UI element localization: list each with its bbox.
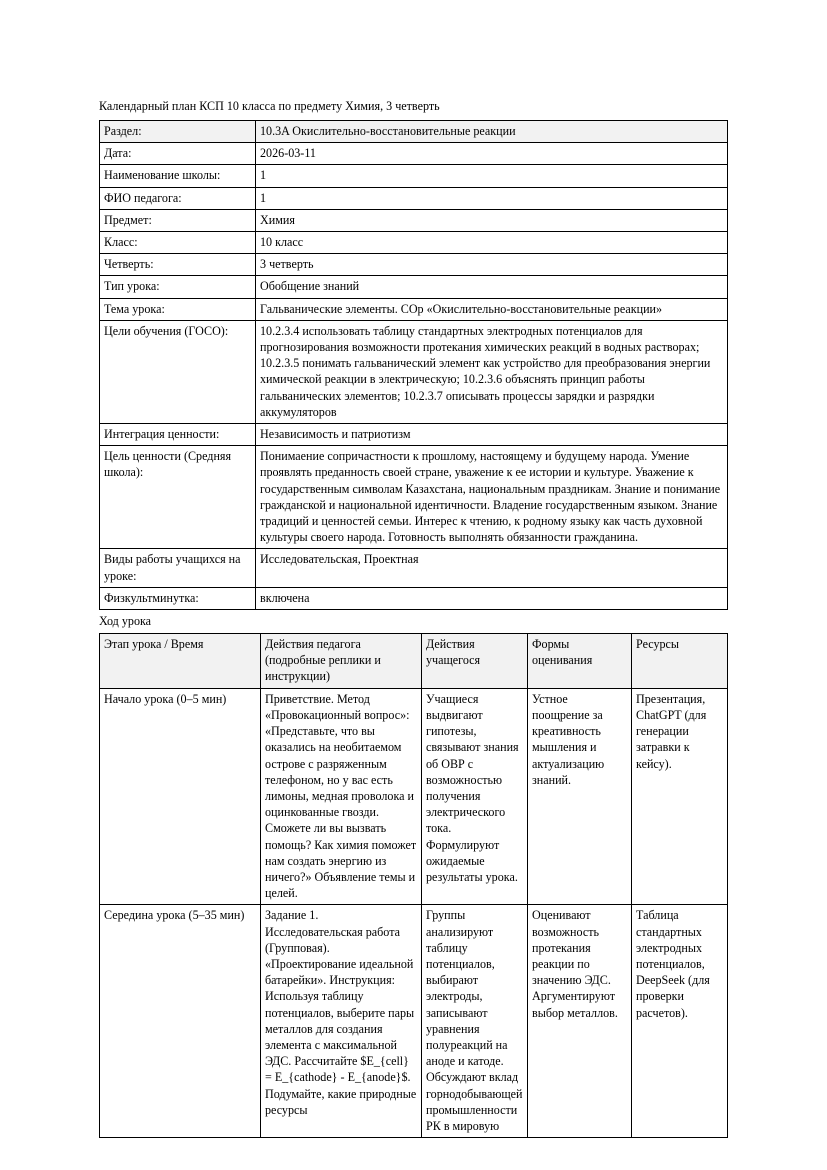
column-header-resources: Ресурсы [632,634,728,689]
lesson-info-table [99,120,728,610]
cell-stage: Начало урока (0–5 мин) [100,688,261,905]
info-label: Четверть: [100,254,256,276]
info-value: 10.2.3.4 использовать таблицу стандартных электродных потенциалов для прогнозирования возможности протекания химических реакций в водных растворах; 10.2.3.5 понимать гальванический элемент как устройство для преобразования энергии химической реакции в электрическую; 10.2.3.6 объяснять принцип работы гальванических элементов; 10.2.3.7 описывать процессы зарядки и разрядки аккумуляторов [256,320,728,423]
info-value: 3 четверть [256,254,728,276]
table-row [100,320,728,423]
info-label: Цель ценности (Средняя школа): [100,446,256,549]
cell-assessment: Оценивают возможность протекания реакции по значению ЭДС. Аргументируют выбор металлов. [528,905,632,1138]
info-value: Независимость и патриотизм [256,424,728,446]
table-row [100,298,728,320]
table-header-row [100,634,728,689]
info-value: 10.3A Окислительно-восстановительные реакции [256,121,728,143]
table-row [100,905,728,1138]
info-label: Наименование школы: [100,165,256,187]
info-value: Химия [256,209,728,231]
column-header-student-actions: Действия учащегося [422,634,528,689]
info-label: Дата: [100,143,256,165]
table-row [100,143,728,165]
table-row [100,165,728,187]
info-value: 1 [256,187,728,209]
table-row [100,232,728,254]
table-row [100,254,728,276]
table-row [100,209,728,231]
table-row [100,446,728,549]
lesson-flow-body [100,688,728,1137]
table-row [100,549,728,587]
info-value: 10 класс [256,232,728,254]
lesson-flow-header [100,634,728,689]
page-title: Календарный план КСП 10 класса по предмету Химия, 3 четверть [99,99,440,113]
table-row [100,121,728,143]
section-caption-lesson-flow: Ход урока [99,614,152,629]
info-value: Исследовательская, Проектная [256,549,728,587]
cell-teacher-actions: Приветствие. Метод «Провокационный вопрос»: «Представьте, что вы оказались на необитаемом острове с разряженным телефоном, но у вас есть лимоны, медная проволока и оцинкованные гвозди. Сможете ли вы вызвать помощь? Как химия поможет нам создать энергию из ничего?» Объявление темы и целей. [261,688,422,905]
lesson-info-body [100,121,728,610]
cell-student-actions: Учащиеся выдвигают гипотезы, связывают знания об ОВР с возможностью получения электрического тока. Формулируют ожидаемые результаты урока. [422,688,528,905]
info-label: Тема урока: [100,298,256,320]
info-value: 1 [256,165,728,187]
info-value: Понимаение сопричастности к прошлому, настоящему и будущему народа. Умение проявлять преданность своей стране, уважение к ее истории и культуре. Уважение к государственным символам Казахстана, национальным праздникам. Знание и понимание гражданской и национальной идентичности. Владение государственным языком. Знание традиций и ценностей семьи. Интерес к чтению, к родному языку как часть духовной культуры своего народа. Готовность выполнять обязанности гражданина. [256,446,728,549]
cell-resources: Таблица стандартных электродных потенциалов, DeepSeek (для проверки расчетов). [632,905,728,1138]
table-row [100,276,728,298]
lesson-flow-table [99,633,728,1138]
info-label: Цели обучения (ГОСО): [100,320,256,423]
column-header-assessment: Формы оценивания [528,634,632,689]
column-header-stage: Этап урока / Время [100,634,261,689]
info-value: 2026-03-11 [256,143,728,165]
table-row [100,587,728,609]
cell-assessment: Устное поощрение за креативность мышления и актуализацию знаний. [528,688,632,905]
table-row [100,424,728,446]
cell-teacher-actions: Задание 1. Исследовательская работа (Групповая). «Проектирование идеальной батарейки». Инструкция: Используя таблицу потенциалов, выберите пары металлов для создания элемента с максимальной ЭДС. Рассчитайте $E_{cell} = E_{cathode} - E_{anode}$. Подумайте, какие природные ресурсы [261,905,422,1138]
info-label: Класс: [100,232,256,254]
info-value: Гальванические элементы. СОр «Окислительно-восстановительные реакции» [256,298,728,320]
cell-resources: Презентация, ChatGPT (для генерации затравки к кейсу). [632,688,728,905]
info-label: Интеграция ценности: [100,424,256,446]
info-label: Виды работы учащихся на уроке: [100,549,256,587]
info-label: Физкультминутка: [100,587,256,609]
cell-student-actions: Группы анализируют таблицу потенциалов, выбирают электроды, записывают уравнения полуреакций на аноде и катоде. Обсуждают вклад горнодобывающей промышленности РК в мировую [422,905,528,1138]
cell-stage: Середина урока (5–35 мин) [100,905,261,1138]
table-row [100,187,728,209]
table-row [100,688,728,905]
info-label: Тип урока: [100,276,256,298]
info-label: Раздел: [100,121,256,143]
info-value: включена [256,587,728,609]
info-label: ФИО педагога: [100,187,256,209]
column-header-teacher-actions: Действия педагога (подробные реплики и инструкции) [261,634,422,689]
info-value: Обобщение знаний [256,276,728,298]
info-label: Предмет: [100,209,256,231]
